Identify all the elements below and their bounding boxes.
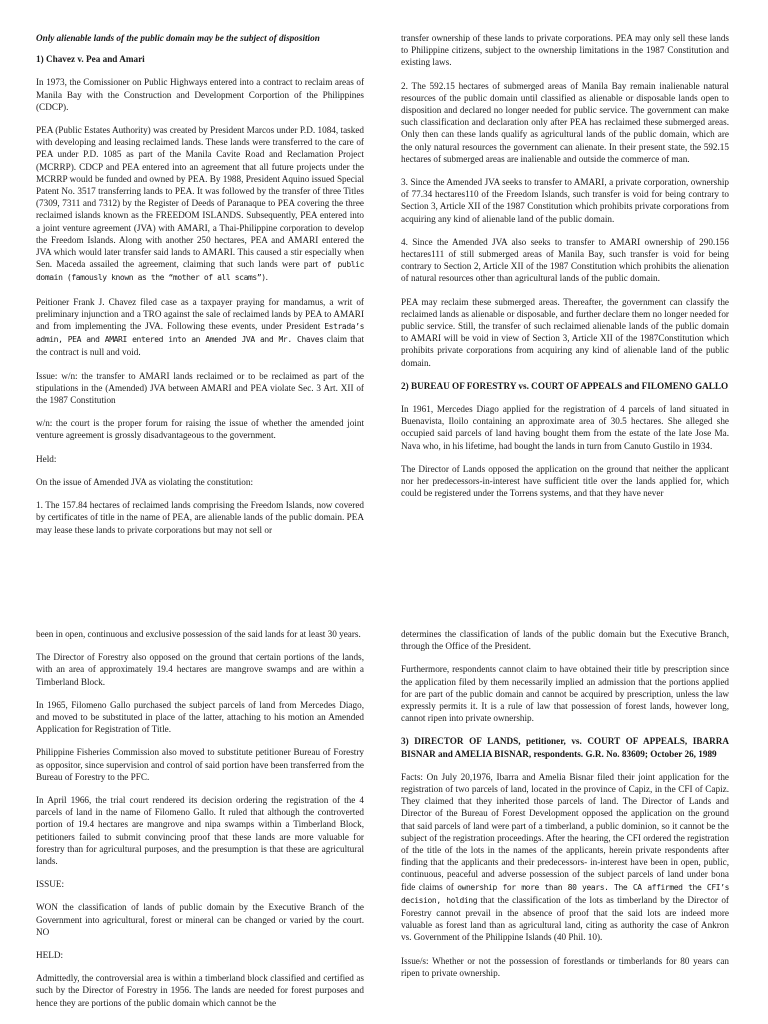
paragraph-text: transfer ownership of these lands to private corporations. PEA may only sell these lands to Philippine citizens, subject to the ownership limitations in the 1987 Constitution and existing laws. xyxy=(401,33,729,68)
paragraph-text: 3. Since the Amended JVA seeks to transfer to AMARI, a private corporation, ownership of 77.34 hectares110 of the Freedom Islands, such transfer is void for being contrary to Section 3, Article XII of the 1987 Constitution which prohibits private corporations from acquiring any kind of alienable land of the public domain. xyxy=(401,177,729,224)
paragraph-text: HELD: xyxy=(36,950,64,961)
page2-left-column xyxy=(36,628,364,1020)
paragraph-text: ISSUE: xyxy=(36,879,65,890)
paragraph-text: Only alienable lands of the public domain may be the subject of disposition xyxy=(36,33,320,43)
paragraph-text: 1) Chavez v. Pea and Amari xyxy=(36,54,145,65)
paragraph xyxy=(36,476,364,488)
paragraph xyxy=(36,76,364,113)
paragraph xyxy=(36,628,364,640)
paragraph-text: been in open, continuous and exclusive possession of the said lands for at least 30 years. xyxy=(36,629,361,639)
paragraph-text: Philippine Fisheries Commission also moved to substitute petitioner Bureau of Forestry as oppositor, since supervision and control of said portion have been transferred from the Bureau of Forestry to the PFC. xyxy=(36,747,364,782)
paragraph-text-continued: that the classification of the lots as timberland by the Director of Forestry cannot prevail in the absence of proof that the said lots are indeed more valuable as forest land than as agricultural land, citing as authority the case of Ankron vs. Government of the Philippine Islands (40 Phil. 10). xyxy=(401,894,729,943)
paragraph-text: In 1973, the Comissioner on Public Highways entered into a contract to reclaim areas of Manila Bay with the Construction and Development Corportion of the Philippines (CDCP). xyxy=(36,77,364,112)
paragraph xyxy=(36,499,364,536)
case-heading xyxy=(401,380,729,392)
paragraph-text: WON the classification of lands of public domain by the Executive Branch of the Government into agricultural, forest or mineral can be changed or varied by the court. NO xyxy=(36,902,364,937)
paragraph-text: 4. Since the Amended JVA also seeks to transfer to AMARI ownership of 290.156 hectares111 of still submerged areas of Manila Bay, such transfer is void for being contrary to Section 2, Article XII of the 1987 Constitution which prohibits the alienation of natural resources other than agricultural lands of the public domain. xyxy=(401,236,729,284)
paragraph xyxy=(401,628,729,652)
paragraph-text: Issue: w/n: the transfer to AMARI lands reclaimed or to be reclaimed as part of the stipulations in the (Amended) JVA between AMARI and PEA violate Sec. 3 Art. XII of the 1987 Constitution xyxy=(36,370,364,406)
paragraph xyxy=(401,32,729,69)
page-gap xyxy=(0,590,768,618)
page1-right-column xyxy=(401,32,729,511)
paragraph xyxy=(401,663,729,724)
paragraph xyxy=(401,296,729,369)
paragraph-text: w/n: the court is the proper forum for raising the issue of whether the amended joint venture agreement is grossly disadvantageous to the government. xyxy=(36,418,364,441)
paragraph-text: 2) BUREAU OF FORESTRY vs. COURT OF APPEALS and FILOMENO GALLO xyxy=(401,380,729,391)
paragraph-text: Furthermore, respondents cannot claim to have obtained their title by prescription since the application filed by them necessarily implied an admission that the portions applied for are part of the public domain and cannot be acquired by prescription, unless the law expressly permits it. It is a rule of law that possession of forest lands, however long, cannot ripen into private ownership. xyxy=(401,664,729,724)
paragraph xyxy=(401,771,729,944)
paragraph xyxy=(401,403,729,452)
paragraph xyxy=(36,699,364,736)
page2-right-column xyxy=(401,628,729,990)
paragraph xyxy=(401,80,729,165)
paragraph xyxy=(36,417,364,441)
paragraph-text: The Director of Forestry also opposed on the ground that certain portions of the lands, with an area of approximately 19.4 hectares are mangrove swamps and are within a Timberland Block. xyxy=(36,652,364,687)
case-heading xyxy=(36,53,364,65)
paragraph xyxy=(401,236,729,285)
paragraph xyxy=(36,651,364,688)
paragraph-text: 2. The 592.15 hectares of submerged areas of Manila Bay remain inalienable natural resources of the public domain until classified as alienable or disposable lands open to disposition and declared no longer needed for public service. The government can make such classification and declaration only after PEA has reclaimed these submerged areas. Only then can these lands qualify as agricultural lands of the public domain, which are the only natural resources the government can alienate. In their present state, the 592.15 hectares of submerged areas are inalienable and outside the commerce of man. xyxy=(401,80,729,164)
paragraph xyxy=(36,972,364,1009)
paragraph-text: PEA may reclaim these submerged areas. Thereafter, the government can classify the reclaimed lands as alienable or disposable, and further declare them no longer needed for public service. Still, the transfer of such reclaimed alienable lands of the public domain to AMARI will be void in view of Section 3, Article XII of the 1987Constitution which prohibits private corporations from acquiring any kind of alienable land of the public domain. xyxy=(401,296,729,368)
paragraph-text: Facts: On July 20,1976, Ibarra and Amelia Bisnar filed their joint application for the registration of two parcels of land, located in the province of Capiz, in the CFI of Capiz. They claimed that they inherited those parcels of land. The Director of Lands and Director of the Bureau of Forest Development opposed the application on the ground that said parcels of land were part of a timberland, a public dominion, so it cannot be the subject of the registration proceedings. After the hearing, the CFI ordered the registration of the title of the lots in the names of the applicants, herein private respondents after finding that the applicants and their predecessors- in-interest have been in open, public, continuous, peaceful and adverse possession of the subject parcels of land under bona fide claims of xyxy=(401,771,729,892)
paragraph-text: determines the classification of lands of the public domain but the Executive Branch, through the Office of the President. xyxy=(401,629,729,652)
scanned-text-fragment: Estrada’s admin, PEA and AMARI entered into an Amended JVA and Mr. Chaves xyxy=(36,322,364,345)
paragraph xyxy=(401,955,729,979)
paragraph-text-continued: . xyxy=(265,272,268,283)
paragraph-text: PEA (Public Estates Authority) was created by President Marcos under P.D. 1084, tasked with developing and leasing reclaimed lands. These lands were transferred to the care of PEA under P.D. 1085 as part of the Manila Cavite Road and Reclamation Project (MCRRP). CDCP and PEA entered into an agreement that all future projects under the MCRRP would be funded and owned by PEA. By 1988, President Aquino issued Special Patent No. 3517 transferring lands to PEA. It was followed by the transfer of three Titles (7309, 7311 and 7312) by the Register of Deeds of Paranaque to PEA covering the three reclaimed islands known as the FREEDOM ISLANDS. Subsequently, PEA entered into a joint venture agreement (JVA) with AMARI, a Thai-Philippine corporation to develop the Freedom Islands. Along with another 250 hectares, PEA and AMARI entered the JVA which would later transfer said lands to AMARI. This caused a stir especially when Sen. Maceda assailed the agreement, claiming that such lands were part xyxy=(36,125,364,270)
paragraph-text: 3) DIRECTOR OF LANDS, petitioner, vs. COURT OF APPEALS, IBARRA BISNAR and AMELIA BISNAR, respondents. G.R. No. 83609; October 26, 1989 xyxy=(401,736,729,759)
paragraph-text: Issue/s: Whether or not the possession of forestlands or timberlands for 80 years can ripen to private ownership. xyxy=(401,955,729,978)
paragraph xyxy=(36,124,364,285)
scanned-text-fragment: ownership for more than 80 years. The CA affirmed the CFI’s decision, holding xyxy=(401,882,729,905)
paragraph-text: 1. The 157.84 hectares of reclaimed lands comprising the Freedom Islands, now covered by certificates of title in the name of PEA, are alienable lands of the public domain. PEA may lease these lands to private corporations but may not sell or xyxy=(36,500,364,535)
paragraph xyxy=(36,746,364,783)
scanned-text-fragment: of public domain (famously known as the “mother of all scams”) xyxy=(36,260,364,283)
paragraph xyxy=(36,794,364,867)
paragraph-text: Peitioner Frank J. Chavez filed case as a taxpayer praying for mandamus, a writ of preliminary injunction and a TRO against the sale of reclaimed lands by PEA to AMARI and from implementing the JVA. Following these events, under President xyxy=(36,296,364,332)
case-heading xyxy=(401,735,729,759)
paragraph-text: The Director of Lands opposed the application on the ground that neither the applicant nor her predecessors-in-interest have sufficient title over the lands applied for, which could be registered under the Torrens systems, and that they have never xyxy=(401,463,729,499)
paragraph-text: Admittedly, the controversial area is within a timberland block classified and certified as such by the Director of Forestry in 1956. The lands are needed for forest purposes and hence they are portions of the public domain which cannot be the xyxy=(36,973,364,1008)
document-page-2 xyxy=(0,618,768,1024)
paragraph-text: In 1965, Filomeno Gallo purchased the subject parcels of land from Mercedes Diago, and moved to be substituted in place of the latter, attaching to his motion an Amended Application for Registration of Title. xyxy=(36,699,364,735)
paragraph-text: Held: xyxy=(36,453,57,464)
paragraph xyxy=(36,296,364,359)
paragraph xyxy=(36,453,364,465)
paragraph-text-continued: claim that the contract is null and void. xyxy=(36,334,364,358)
paragraph xyxy=(36,878,364,890)
paragraph-text: In April 1966, the trial court rendered its decision ordering the registration of the 4 parcels of land in the name of Filomeno Gallo. It ruled that although the controverted portion of 19.4 hectares are mangrove and nipa swamps within a Timberland Block, petitioners failed to submit convincing proof that these lands are more valuable for forestry than for agricultural purposes, and the presumption is that these are agricultural lands. xyxy=(36,795,364,867)
paragraph xyxy=(401,463,729,500)
paragraph xyxy=(36,370,364,407)
paragraph xyxy=(36,949,364,961)
page1-left-column xyxy=(36,32,364,547)
paragraph-text: On the issue of Amended JVA as violating the constitution: xyxy=(36,476,253,487)
paragraph xyxy=(401,176,729,225)
paragraph xyxy=(36,901,364,938)
paragraph-text: In 1961, Mercedes Diago applied for the registration of 4 parcels of land situated in Buenavista, Iloilo containing an approximate area of 30.5 hectares. She alleged she occupied said parcels of land having bought them from the estate of the late Jose Ma. Nava who, in his lifetime, had bought the lands in turn from Canuto Gustilo in 1934. xyxy=(401,404,729,451)
document-title xyxy=(36,32,364,44)
